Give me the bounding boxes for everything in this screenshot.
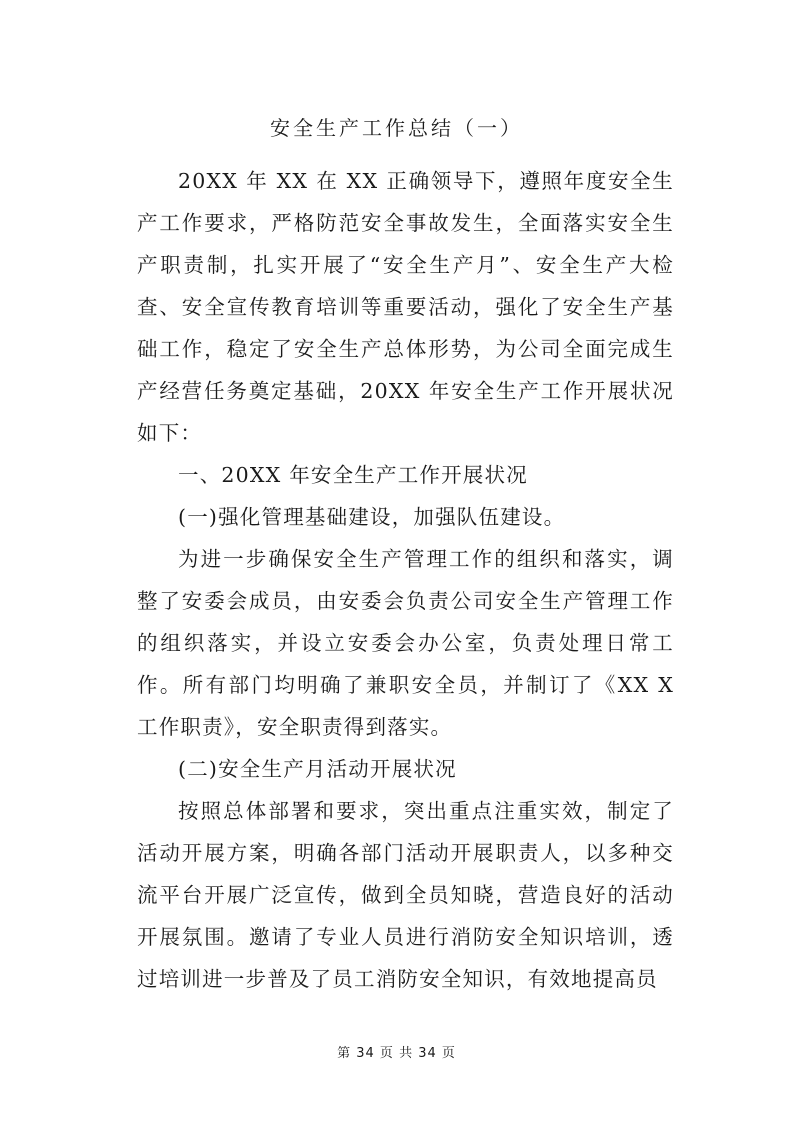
intro-paragraph: 20XX 年 XX 在 XX 正确领导下，遵照年度安全生产工作要求，严格防范安全事故发生，全面落实安全生产职责制，扎实开展了“安全生产月”、安全生产大检查、安全宣传教育培训等重要活动，强化了安全生产基础工作，稳定了安全生产总体形势，为公司全面完成生产经营任务奠定基础，20XX 年安全生产工作开展状况如下： — [137, 169, 674, 445]
subsection-2-paragraph: 按照总体部署和要求，突出重点注重实效，制定了活动开展方案，明确各部门活动开展职责人，以多种交流平台开展广泛宣传，做到全员知晓，营造良好的活动开展氛围。邀请了专业人员进行消防安全知识培训，透过培训进一步普及了员工消防安全知识，有效地提高员 — [137, 799, 674, 991]
document-title: 安全生产工作总结（一） — [270, 116, 523, 140]
subsection-1-paragraph: 为进一步确保安全生产管理工作的组织和落实，调整了安委会成员，由安委会负责公司安全生产管理工作的组织落实，并设立安委会办公室，负责处理日常工作。所有部门均明确了兼职安全员，并制订了《XX X 工作职责》，安全职责得到落实。 — [137, 547, 674, 739]
document-body — [137, 160, 674, 1000]
page-footer: 第 34 页 共 34 页 — [337, 1046, 456, 1061]
subsection-heading-2: (二)安全生产月活动开展状况 — [178, 757, 457, 781]
section-heading-1: 一、20XX 年安全生产工作开展状况 — [178, 463, 528, 487]
subsection-heading-1: (一)强化管理基础建设，加强队伍建设。 — [178, 505, 566, 529]
